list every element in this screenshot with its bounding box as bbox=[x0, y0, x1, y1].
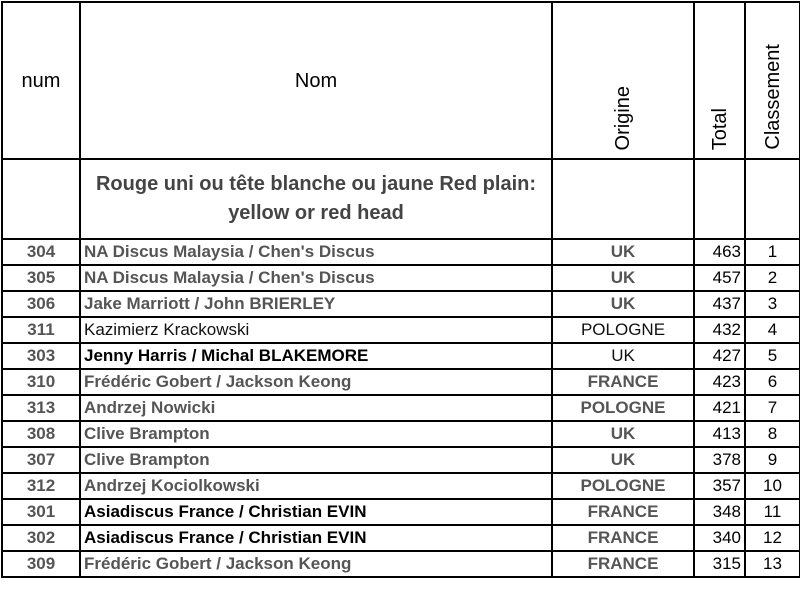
table-row bbox=[2, 395, 800, 421]
table-row bbox=[2, 239, 800, 265]
header-origine: Origine bbox=[612, 85, 634, 150]
category-row bbox=[2, 159, 800, 239]
header-nom: Nom bbox=[80, 2, 552, 159]
row-classement: 6 bbox=[745, 369, 800, 395]
row-num: 308 bbox=[2, 421, 80, 447]
row-nom: Jenny Harris / Michal BLAKEMORE bbox=[80, 343, 552, 369]
row-classement: 11 bbox=[745, 499, 800, 525]
category-empty-num bbox=[2, 159, 80, 239]
header-classement: Classement bbox=[761, 44, 784, 150]
row-origine: FRANCE bbox=[552, 499, 694, 525]
row-origine: UK bbox=[552, 421, 694, 447]
rows-body bbox=[2, 239, 800, 577]
header-classement-cell bbox=[745, 2, 800, 159]
row-total: 437 bbox=[694, 291, 745, 317]
row-num: 302 bbox=[2, 525, 80, 551]
row-num: 305 bbox=[2, 265, 80, 291]
row-classement: 12 bbox=[745, 525, 800, 551]
results-table bbox=[1, 1, 800, 578]
table-row bbox=[2, 499, 800, 525]
table-row bbox=[2, 525, 800, 551]
table-row bbox=[2, 343, 800, 369]
category-empty-origine bbox=[552, 159, 694, 239]
table-row bbox=[2, 551, 800, 577]
row-total: 463 bbox=[694, 239, 745, 265]
header-origine-cell bbox=[552, 2, 694, 159]
row-total: 357 bbox=[694, 473, 745, 499]
table-row bbox=[2, 473, 800, 499]
table-row bbox=[2, 369, 800, 395]
row-total: 421 bbox=[694, 395, 745, 421]
row-origine: POLOGNE bbox=[552, 317, 694, 343]
row-nom: NA Discus Malaysia / Chen's Discus bbox=[80, 265, 552, 291]
row-num: 309 bbox=[2, 551, 80, 577]
row-origine: UK bbox=[552, 265, 694, 291]
row-total: 423 bbox=[694, 369, 745, 395]
row-total: 315 bbox=[694, 551, 745, 577]
row-total: 340 bbox=[694, 525, 745, 551]
row-num: 313 bbox=[2, 395, 80, 421]
category-empty-classement bbox=[745, 159, 800, 239]
row-total: 348 bbox=[694, 499, 745, 525]
row-total: 432 bbox=[694, 317, 745, 343]
row-nom: Andrzej Nowicki bbox=[80, 395, 552, 421]
row-classement: 3 bbox=[745, 291, 800, 317]
row-num: 311 bbox=[2, 317, 80, 343]
row-origine: POLOGNE bbox=[552, 395, 694, 421]
table-row bbox=[2, 421, 800, 447]
row-num: 303 bbox=[2, 343, 80, 369]
row-nom: Clive Brampton bbox=[80, 447, 552, 473]
row-total: 378 bbox=[694, 447, 745, 473]
category-empty-total bbox=[694, 159, 745, 239]
header-row bbox=[2, 2, 800, 159]
row-num: 307 bbox=[2, 447, 80, 473]
header-total: Total bbox=[708, 107, 731, 150]
row-nom: Asiadiscus France / Christian EVIN bbox=[80, 499, 552, 525]
row-total: 427 bbox=[694, 343, 745, 369]
table-row bbox=[2, 265, 800, 291]
row-classement: 9 bbox=[745, 447, 800, 473]
row-num: 310 bbox=[2, 369, 80, 395]
row-nom: NA Discus Malaysia / Chen's Discus bbox=[80, 239, 552, 265]
row-classement: 1 bbox=[745, 239, 800, 265]
row-nom: Frédéric Gobert / Jackson Keong bbox=[80, 369, 552, 395]
row-origine: FRANCE bbox=[552, 551, 694, 577]
row-num: 304 bbox=[2, 239, 80, 265]
row-total: 413 bbox=[694, 421, 745, 447]
header-total-cell bbox=[694, 2, 745, 159]
row-origine: UK bbox=[552, 343, 694, 369]
row-classement: 8 bbox=[745, 421, 800, 447]
row-num: 312 bbox=[2, 473, 80, 499]
row-origine: UK bbox=[552, 291, 694, 317]
row-origine: UK bbox=[552, 239, 694, 265]
row-origine: FRANCE bbox=[552, 525, 694, 551]
row-total: 457 bbox=[694, 265, 745, 291]
row-nom: Andrzej Kociolkowski bbox=[80, 473, 552, 499]
row-origine: FRANCE bbox=[552, 369, 694, 395]
row-classement: 10 bbox=[745, 473, 800, 499]
row-nom: Jake Marriott / John BRIERLEY bbox=[80, 291, 552, 317]
header-num: num bbox=[2, 2, 80, 159]
table-row bbox=[2, 317, 800, 343]
row-nom: Kazimierz Krackowski bbox=[80, 317, 552, 343]
row-origine: UK bbox=[552, 447, 694, 473]
row-origine: POLOGNE bbox=[552, 473, 694, 499]
row-classement: 4 bbox=[745, 317, 800, 343]
row-classement: 7 bbox=[745, 395, 800, 421]
table-row bbox=[2, 447, 800, 473]
row-classement: 13 bbox=[745, 551, 800, 577]
table-row bbox=[2, 291, 800, 317]
row-classement: 2 bbox=[745, 265, 800, 291]
row-num: 301 bbox=[2, 499, 80, 525]
category-title: Rouge uni ou tête blanche ou jaune Red plain: yellow or red head bbox=[80, 159, 552, 239]
row-nom: Frédéric Gobert / Jackson Keong bbox=[80, 551, 552, 577]
row-num: 306 bbox=[2, 291, 80, 317]
row-nom: Clive Brampton bbox=[80, 421, 552, 447]
row-nom: Asiadiscus France / Christian EVIN bbox=[80, 525, 552, 551]
row-classement: 5 bbox=[745, 343, 800, 369]
